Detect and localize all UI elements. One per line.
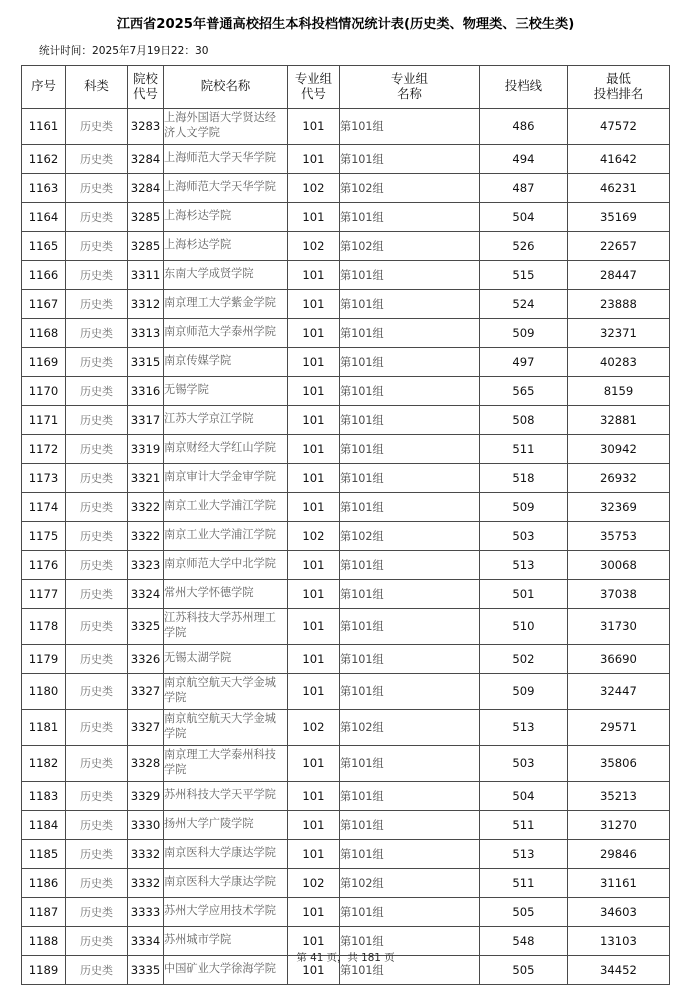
cell-gcode: 102 — [288, 709, 340, 745]
cell-code: 3323 — [128, 550, 164, 579]
cell-line: 565 — [480, 376, 568, 405]
cell-cname: 常州大学怀德学院 — [164, 579, 288, 608]
cell-rank: 26932 — [568, 463, 670, 492]
cell-code: 3284 — [128, 144, 164, 173]
column-header-label: 专业组 — [390, 70, 429, 86]
cell-cname: 上海杉达学院 — [164, 231, 288, 260]
cell-code: 3322 — [128, 521, 164, 550]
table-row — [22, 202, 670, 231]
cell-rank: 31161 — [568, 868, 670, 897]
cell-rank: 32447 — [568, 673, 670, 709]
table-row — [22, 550, 670, 579]
cell-line: 511 — [480, 434, 568, 463]
cell-code: 3285 — [128, 202, 164, 231]
table-row — [22, 868, 670, 897]
cell-gcode: 102 — [288, 173, 340, 202]
cell-gcode: 101 — [288, 434, 340, 463]
table-row — [22, 492, 670, 521]
column-header-label-line2: 投档排名 — [593, 85, 644, 101]
cell-seq: 1188 — [22, 926, 66, 955]
table-row — [22, 673, 670, 709]
cell-rank: 35213 — [568, 781, 670, 810]
cell-code: 3285 — [128, 231, 164, 260]
column-header-gname — [340, 65, 480, 108]
cell-cat: 历史类 — [66, 745, 128, 781]
cell-code: 3325 — [128, 608, 164, 644]
cell-cat: 历史类 — [66, 318, 128, 347]
cell-cat: 历史类 — [66, 289, 128, 318]
cell-code: 3330 — [128, 810, 164, 839]
cell-gname: 第101组 — [340, 492, 480, 521]
cell-rank: 46231 — [568, 173, 670, 202]
cell-seq: 1180 — [22, 673, 66, 709]
cell-line: 503 — [480, 745, 568, 781]
cell-code: 3311 — [128, 260, 164, 289]
cell-code: 3335 — [128, 955, 164, 984]
cell-gname: 第101组 — [340, 376, 480, 405]
cell-code: 3321 — [128, 463, 164, 492]
table-row — [22, 173, 670, 202]
table-row — [22, 434, 670, 463]
cell-line: 509 — [480, 318, 568, 347]
cell-seq: 1182 — [22, 745, 66, 781]
cell-gcode: 101 — [288, 926, 340, 955]
cell-gname: 第102组 — [340, 709, 480, 745]
cell-cname: 上海杉达学院 — [164, 202, 288, 231]
cell-cat: 历史类 — [66, 709, 128, 745]
cell-cname: 无锡学院 — [164, 376, 288, 405]
column-header-label: 序号 — [31, 78, 56, 94]
cell-gname: 第102组 — [340, 521, 480, 550]
table-row — [22, 810, 670, 839]
cell-line: 502 — [480, 644, 568, 673]
cell-code: 3324 — [128, 579, 164, 608]
cell-gcode: 101 — [288, 955, 340, 984]
cell-rank: 13103 — [568, 926, 670, 955]
cell-line: 505 — [480, 955, 568, 984]
cell-gname: 第101组 — [340, 108, 480, 144]
column-header-label: 科类 — [84, 78, 109, 94]
cell-seq: 1161 — [22, 108, 66, 144]
cell-gcode: 102 — [288, 231, 340, 260]
cell-line: 504 — [480, 202, 568, 231]
cell-cat: 历史类 — [66, 550, 128, 579]
cell-seq: 1169 — [22, 347, 66, 376]
cell-seq: 1176 — [22, 550, 66, 579]
cell-code: 3328 — [128, 745, 164, 781]
cell-seq: 1172 — [22, 434, 66, 463]
cell-gname: 第101组 — [340, 202, 480, 231]
column-header-label: 专业组 — [294, 70, 333, 86]
table-row — [22, 144, 670, 173]
cell-cname: 无锡太湖学院 — [164, 644, 288, 673]
cell-seq: 1171 — [22, 405, 66, 434]
cell-cname: 上海师范大学天华学院 — [164, 144, 288, 173]
cell-cat: 历史类 — [66, 347, 128, 376]
cell-line: 526 — [480, 231, 568, 260]
cell-code: 3284 — [128, 173, 164, 202]
cell-code: 3316 — [128, 376, 164, 405]
cell-gname: 第101组 — [340, 810, 480, 839]
cell-rank: 36690 — [568, 644, 670, 673]
cell-cat: 历史类 — [66, 492, 128, 521]
column-header-rank — [568, 65, 670, 108]
cell-code: 3329 — [128, 781, 164, 810]
cell-line: 548 — [480, 926, 568, 955]
cell-cname: 南京财经大学红山学院 — [164, 434, 288, 463]
table-row — [22, 521, 670, 550]
column-header-label-line2: 名称 — [397, 85, 422, 101]
cell-gcode: 101 — [288, 550, 340, 579]
cell-cat: 历史类 — [66, 868, 128, 897]
table-row — [22, 897, 670, 926]
cell-gname: 第101组 — [340, 955, 480, 984]
cell-cname: 南京医科大学康达学院 — [164, 868, 288, 897]
cell-cat: 历史类 — [66, 108, 128, 144]
cell-seq: 1178 — [22, 608, 66, 644]
cell-cat: 历史类 — [66, 405, 128, 434]
cell-gcode: 101 — [288, 810, 340, 839]
cell-cat: 历史类 — [66, 202, 128, 231]
cell-cat: 历史类 — [66, 144, 128, 173]
cell-gname: 第101组 — [340, 579, 480, 608]
cell-rank: 30068 — [568, 550, 670, 579]
column-header-code — [128, 65, 164, 108]
cell-line: 510 — [480, 608, 568, 644]
cell-gname: 第101组 — [340, 897, 480, 926]
score-table-container — [21, 65, 669, 985]
cell-seq: 1162 — [22, 144, 66, 173]
cell-code: 3317 — [128, 405, 164, 434]
cell-cat: 历史类 — [66, 608, 128, 644]
cell-line: 505 — [480, 897, 568, 926]
cell-gname: 第102组 — [340, 868, 480, 897]
cell-gcode: 101 — [288, 260, 340, 289]
column-header-label-line2: 代号 — [133, 85, 158, 101]
cell-gcode: 102 — [288, 868, 340, 897]
cell-seq: 1184 — [22, 810, 66, 839]
cell-seq: 1175 — [22, 521, 66, 550]
cell-seq: 1163 — [22, 173, 66, 202]
cell-gcode: 101 — [288, 318, 340, 347]
cell-seq: 1189 — [22, 955, 66, 984]
table-header — [22, 65, 670, 108]
cell-gcode: 101 — [288, 289, 340, 318]
cell-rank: 47572 — [568, 108, 670, 144]
cell-cat: 历史类 — [66, 839, 128, 868]
table-row — [22, 405, 670, 434]
cell-rank: 29571 — [568, 709, 670, 745]
column-header-cname — [164, 65, 288, 108]
cell-cat: 历史类 — [66, 955, 128, 984]
cell-rank: 23888 — [568, 289, 670, 318]
cell-line: 513 — [480, 550, 568, 579]
cell-gname: 第101组 — [340, 673, 480, 709]
table-row — [22, 463, 670, 492]
cell-rank: 32371 — [568, 318, 670, 347]
column-header-label: 院校 — [133, 70, 158, 86]
page-footer: 第 41 页，共 181 页 — [296, 952, 395, 964]
cell-code: 3327 — [128, 709, 164, 745]
cell-line: 501 — [480, 579, 568, 608]
cell-seq: 1164 — [22, 202, 66, 231]
table-row — [22, 376, 670, 405]
table-row — [22, 289, 670, 318]
table-row — [22, 347, 670, 376]
cell-code: 3312 — [128, 289, 164, 318]
table-body — [22, 108, 670, 984]
table-row — [22, 318, 670, 347]
cell-code: 3332 — [128, 868, 164, 897]
cell-cname: 江苏大学京江学院 — [164, 405, 288, 434]
cell-cname: 南京师范大学中北学院 — [164, 550, 288, 579]
cell-gname: 第101组 — [340, 318, 480, 347]
cell-cat: 历史类 — [66, 231, 128, 260]
cell-cname: 南京工业大学浦江学院 — [164, 521, 288, 550]
cell-cat: 历史类 — [66, 173, 128, 202]
table-row — [22, 231, 670, 260]
table-row — [22, 579, 670, 608]
cell-line: 508 — [480, 405, 568, 434]
cell-rank: 28447 — [568, 260, 670, 289]
cell-line: 497 — [480, 347, 568, 376]
cell-seq: 1179 — [22, 644, 66, 673]
cell-rank: 8159 — [568, 376, 670, 405]
table-row — [22, 781, 670, 810]
column-header-cat — [66, 65, 128, 108]
cell-line: 504 — [480, 781, 568, 810]
cell-gcode: 101 — [288, 492, 340, 521]
cell-cname: 苏州城市学院 — [164, 926, 288, 955]
cell-gcode: 101 — [288, 463, 340, 492]
table-row — [22, 839, 670, 868]
cell-rank: 35806 — [568, 745, 670, 781]
cell-cat: 历史类 — [66, 260, 128, 289]
cell-gcode: 101 — [288, 745, 340, 781]
cell-seq: 1167 — [22, 289, 66, 318]
cell-code: 3283 — [128, 108, 164, 144]
cell-cname: 南京理工大学泰州科技学院 — [164, 745, 288, 781]
cell-gname: 第101组 — [340, 405, 480, 434]
cell-rank: 32881 — [568, 405, 670, 434]
cell-line: 524 — [480, 289, 568, 318]
column-header-label-line2: 代号 — [301, 85, 326, 101]
cell-line: 509 — [480, 673, 568, 709]
cell-line: 513 — [480, 709, 568, 745]
cell-cname: 南京航空航天大学金城学院 — [164, 673, 288, 709]
cell-gname: 第102组 — [340, 173, 480, 202]
cell-gname: 第101组 — [340, 463, 480, 492]
table-row — [22, 108, 670, 144]
cell-cname: 扬州大学广陵学院 — [164, 810, 288, 839]
cell-line: 511 — [480, 810, 568, 839]
cell-code: 3315 — [128, 347, 164, 376]
statistics-time: 统计时间：2025年7月19日22：30 — [39, 44, 209, 57]
cell-gcode: 101 — [288, 839, 340, 868]
cell-cat: 历史类 — [66, 579, 128, 608]
cell-seq: 1168 — [22, 318, 66, 347]
cell-rank: 32369 — [568, 492, 670, 521]
cell-line: 518 — [480, 463, 568, 492]
cell-seq: 1165 — [22, 231, 66, 260]
cell-rank: 22657 — [568, 231, 670, 260]
cell-cname: 东南大学成贤学院 — [164, 260, 288, 289]
cell-cat: 历史类 — [66, 926, 128, 955]
cell-line: 509 — [480, 492, 568, 521]
cell-cat: 历史类 — [66, 897, 128, 926]
cell-rank: 31730 — [568, 608, 670, 644]
cell-cname: 南京审计大学金审学院 — [164, 463, 288, 492]
cell-rank: 31270 — [568, 810, 670, 839]
cell-gname: 第101组 — [340, 144, 480, 173]
cell-cat: 历史类 — [66, 644, 128, 673]
cell-gname: 第101组 — [340, 347, 480, 376]
cell-rank: 34603 — [568, 897, 670, 926]
cell-gname: 第101组 — [340, 260, 480, 289]
cell-gname: 第101组 — [340, 550, 480, 579]
cell-gname: 第101组 — [340, 644, 480, 673]
cell-gcode: 101 — [288, 108, 340, 144]
cell-cat: 历史类 — [66, 434, 128, 463]
cell-gcode: 101 — [288, 579, 340, 608]
cell-rank: 41642 — [568, 144, 670, 173]
cell-seq: 1177 — [22, 579, 66, 608]
column-header-seq — [22, 65, 66, 108]
cell-gname: 第101组 — [340, 745, 480, 781]
cell-seq: 1166 — [22, 260, 66, 289]
cell-seq: 1186 — [22, 868, 66, 897]
cell-line: 513 — [480, 839, 568, 868]
cell-seq: 1174 — [22, 492, 66, 521]
cell-cname: 江苏科技大学苏州理工学院 — [164, 608, 288, 644]
cell-cname: 上海师范大学天华学院 — [164, 173, 288, 202]
cell-gcode: 101 — [288, 644, 340, 673]
cell-cname: 中国矿业大学徐海学院 — [164, 955, 288, 984]
cell-rank: 37038 — [568, 579, 670, 608]
cell-gname: 第101组 — [340, 289, 480, 318]
cell-seq: 1181 — [22, 709, 66, 745]
table-row — [22, 260, 670, 289]
cell-line: 486 — [480, 108, 568, 144]
table-row — [22, 709, 670, 745]
cell-gname: 第101组 — [340, 434, 480, 463]
cell-cname: 南京理工大学紫金学院 — [164, 289, 288, 318]
cell-cat: 历史类 — [66, 673, 128, 709]
cell-gcode: 101 — [288, 405, 340, 434]
cell-seq: 1187 — [22, 897, 66, 926]
cell-code: 3313 — [128, 318, 164, 347]
cell-line: 511 — [480, 868, 568, 897]
cell-code: 3333 — [128, 897, 164, 926]
cell-gname: 第101组 — [340, 926, 480, 955]
cell-cname: 南京航空航天大学金城学院 — [164, 709, 288, 745]
cell-cname: 上海外国语大学贤达经济人文学院 — [164, 108, 288, 144]
cell-seq: 1170 — [22, 376, 66, 405]
cell-rank: 35169 — [568, 202, 670, 231]
table-row — [22, 644, 670, 673]
cell-rank: 40283 — [568, 347, 670, 376]
cell-code: 3327 — [128, 673, 164, 709]
cell-seq: 1173 — [22, 463, 66, 492]
column-header-gcode — [288, 65, 340, 108]
table-header-row — [22, 65, 670, 108]
cell-gcode: 101 — [288, 608, 340, 644]
cell-cname: 南京工业大学浦江学院 — [164, 492, 288, 521]
cell-gname: 第101组 — [340, 839, 480, 868]
admission-score-table — [21, 65, 670, 985]
cell-cname: 苏州科技大学天平学院 — [164, 781, 288, 810]
cell-gcode: 101 — [288, 347, 340, 376]
column-header-label: 院校名称 — [200, 78, 251, 94]
table-row — [22, 745, 670, 781]
table-row — [22, 608, 670, 644]
cell-rank: 29846 — [568, 839, 670, 868]
cell-seq: 1183 — [22, 781, 66, 810]
cell-cname: 南京医科大学康达学院 — [164, 839, 288, 868]
cell-cname: 南京师范大学泰州学院 — [164, 318, 288, 347]
cell-cname: 南京传媒学院 — [164, 347, 288, 376]
cell-gname: 第101组 — [340, 608, 480, 644]
cell-gcode: 101 — [288, 144, 340, 173]
cell-rank: 30942 — [568, 434, 670, 463]
cell-gcode: 101 — [288, 897, 340, 926]
cell-line: 515 — [480, 260, 568, 289]
cell-cat: 历史类 — [66, 521, 128, 550]
cell-cat: 历史类 — [66, 376, 128, 405]
cell-code: 3332 — [128, 839, 164, 868]
cell-gname: 第102组 — [340, 231, 480, 260]
cell-cname: 苏州大学应用技术学院 — [164, 897, 288, 926]
cell-cat: 历史类 — [66, 810, 128, 839]
cell-gcode: 101 — [288, 673, 340, 709]
page-title: 江西省2025年普通高校招生本科投档情况统计表(历史类、物理类、三校生类) — [116, 17, 575, 32]
cell-code: 3319 — [128, 434, 164, 463]
cell-line: 503 — [480, 521, 568, 550]
cell-code: 3334 — [128, 926, 164, 955]
cell-gcode: 101 — [288, 202, 340, 231]
cell-gcode: 101 — [288, 376, 340, 405]
cell-rank: 35753 — [568, 521, 670, 550]
cell-line: 494 — [480, 144, 568, 173]
cell-gcode: 102 — [288, 521, 340, 550]
cell-code: 3322 — [128, 492, 164, 521]
column-header-label: 投档线 — [504, 78, 543, 94]
cell-cat: 历史类 — [66, 463, 128, 492]
column-header-line — [480, 65, 568, 108]
cell-seq: 1185 — [22, 839, 66, 868]
cell-gname: 第101组 — [340, 781, 480, 810]
cell-code: 3326 — [128, 644, 164, 673]
column-header-label: 最低 — [606, 70, 631, 86]
cell-line: 487 — [480, 173, 568, 202]
cell-cat: 历史类 — [66, 781, 128, 810]
cell-rank: 34452 — [568, 955, 670, 984]
cell-gcode: 101 — [288, 781, 340, 810]
